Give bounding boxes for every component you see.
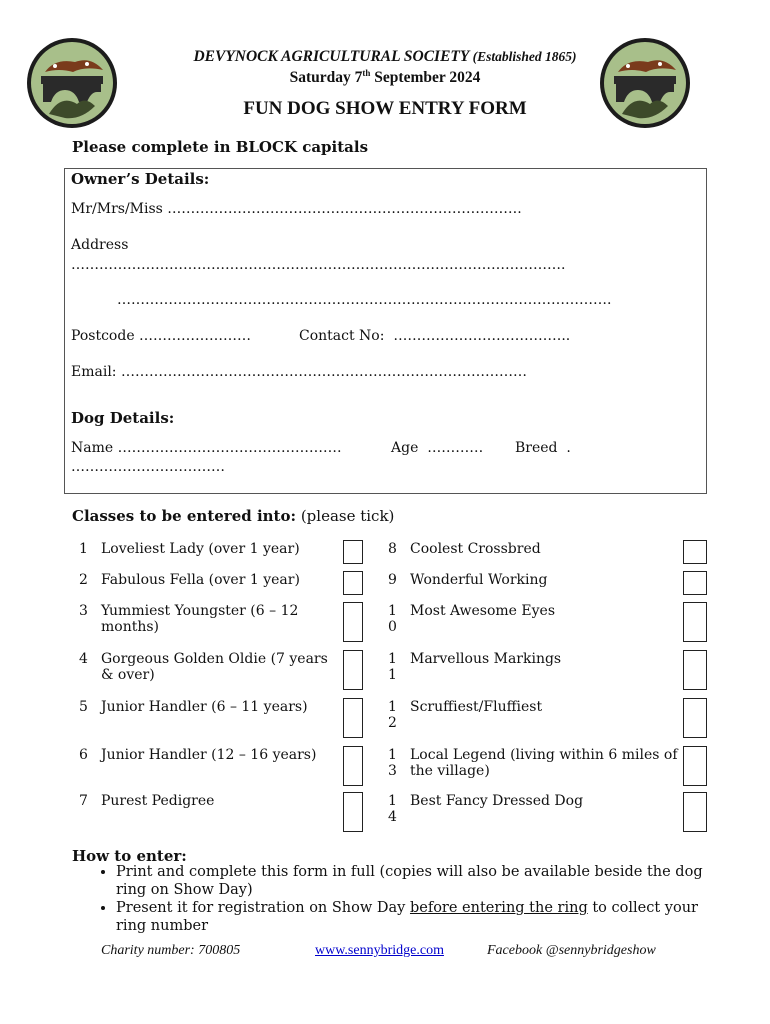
class-label-12: Scruffiest/Fluffiest (410, 699, 543, 715)
dog-breed-cont[interactable]: …………………………… (71, 459, 225, 475)
class-checkbox-11[interactable] (683, 650, 707, 690)
website-link[interactable]: www.sennybridge.com (315, 943, 444, 958)
class-label-4: Gorgeous Golden Oldie (7 years & over) (101, 651, 328, 683)
date-suffix: th (362, 68, 371, 78)
how-title: How to enter: (72, 847, 187, 865)
class-number-7: 7 (79, 793, 88, 809)
facebook-handle: Facebook @sennybridgeshow (487, 943, 656, 958)
class-number-9: 9 (388, 572, 397, 588)
dog-heading: Dog Details: (71, 409, 175, 427)
class-label-2: Fabulous Fella (over 1 year) (101, 572, 300, 588)
classes-title-rest: (please tick) (300, 507, 395, 525)
dog-name-field[interactable]: Name ………………………………………… (71, 440, 342, 456)
email-field[interactable]: Email: …………………………………………………………………………… (71, 364, 527, 380)
class-checkbox-12[interactable] (683, 698, 707, 738)
class-number-14: 14 (388, 793, 397, 825)
class-number-3: 3 (79, 603, 88, 619)
class-number-11: 11 (388, 651, 397, 683)
classes-title (72, 507, 394, 525)
class-checkbox-3[interactable] (343, 602, 363, 642)
class-number-1: 1 (79, 541, 88, 557)
class-label-1: Loveliest Lady (over 1 year) (101, 541, 300, 557)
dog-age-field[interactable]: Age ………… (391, 440, 484, 456)
address-field-1[interactable]: ……………………………………………………………………………………………. (71, 257, 566, 273)
how-step-2-b: to collect your ring number (116, 900, 698, 934)
show-date (140, 68, 630, 87)
date-day: Saturday 7 (289, 69, 363, 86)
class-checkbox-1[interactable] (343, 540, 363, 564)
class-checkbox-5[interactable] (343, 698, 363, 738)
how-list (72, 863, 712, 935)
society-logo-left (25, 36, 119, 130)
form-title: FUN DOG SHOW ENTRY FORM (243, 98, 527, 119)
class-label-3: Yummiest Youngster (6 – 12 months) (101, 603, 299, 635)
class-checkbox-8[interactable] (683, 540, 707, 564)
class-checkbox-14[interactable] (683, 792, 707, 832)
class-number-5: 5 (79, 699, 88, 715)
class-label-7: Purest Pedigree (101, 793, 215, 809)
how-step-2-a: Present it for registration on Show Day (116, 900, 410, 916)
dog-breed-field[interactable]: Breed . (515, 440, 571, 456)
class-label-14: Best Fancy Dressed Dog (410, 793, 584, 809)
class-label-9: Wonderful Working (410, 572, 548, 588)
class-label-6: Junior Handler (12 – 16 years) (101, 747, 317, 763)
how-step-1: • Print and complete this form in full (copies will also be available beside the dog ring on Show Day) (116, 863, 712, 899)
class-label-11: Marvellous Markings (410, 651, 562, 667)
class-number-10: 10 (388, 603, 397, 635)
class-label-13: Local Legend (living within 6 miles of the village) (410, 747, 678, 779)
how-step-2 (116, 899, 712, 935)
charity-number: Charity number: 700805 (101, 943, 241, 958)
class-checkbox-10[interactable] (683, 602, 707, 642)
class-number-4: 4 (79, 651, 88, 667)
established-text: (Established 1865) (472, 49, 577, 64)
class-number-12: 12 (388, 699, 397, 731)
class-checkbox-2[interactable] (343, 571, 363, 595)
date-rest: September 2024 (374, 69, 481, 86)
society-name (140, 48, 630, 66)
class-number-6: 6 (79, 747, 88, 763)
owner-heading: Owner’s Details: (71, 170, 210, 188)
class-checkbox-6[interactable] (343, 746, 363, 786)
address-field-2[interactable]: ……………………………………………………………………………………………. (117, 292, 612, 308)
how-step-2-underline: before entering the ring (409, 900, 588, 916)
society-name-text: DEVYNOCK AGRICULTURAL SOCIETY (193, 48, 469, 65)
contact-field[interactable]: Contact No: ……………………………….. (299, 328, 571, 344)
postcode-field[interactable]: Postcode …………………… (71, 328, 252, 344)
class-number-2: 2 (79, 572, 88, 588)
owner-title-field[interactable]: Mr/Mrs/Miss …………………………………………………………………. (71, 201, 522, 217)
class-number-13: 13 (388, 747, 397, 779)
class-label-5: Junior Handler (6 – 11 years) (101, 699, 308, 715)
class-checkbox-4[interactable] (343, 650, 363, 690)
details-box (64, 168, 707, 494)
class-checkbox-9[interactable] (683, 571, 707, 595)
class-checkbox-13[interactable] (683, 746, 707, 786)
class-checkbox-7[interactable] (343, 792, 363, 832)
classes-title-bold: Classes to be entered into: (72, 507, 297, 525)
instruction: Please complete in BLOCK capitals (72, 138, 369, 156)
class-label-10: Most Awesome Eyes (410, 603, 555, 619)
class-number-8: 8 (388, 541, 397, 557)
class-label-8: Coolest Crossbred (410, 541, 541, 557)
address-label: Address (71, 237, 129, 253)
